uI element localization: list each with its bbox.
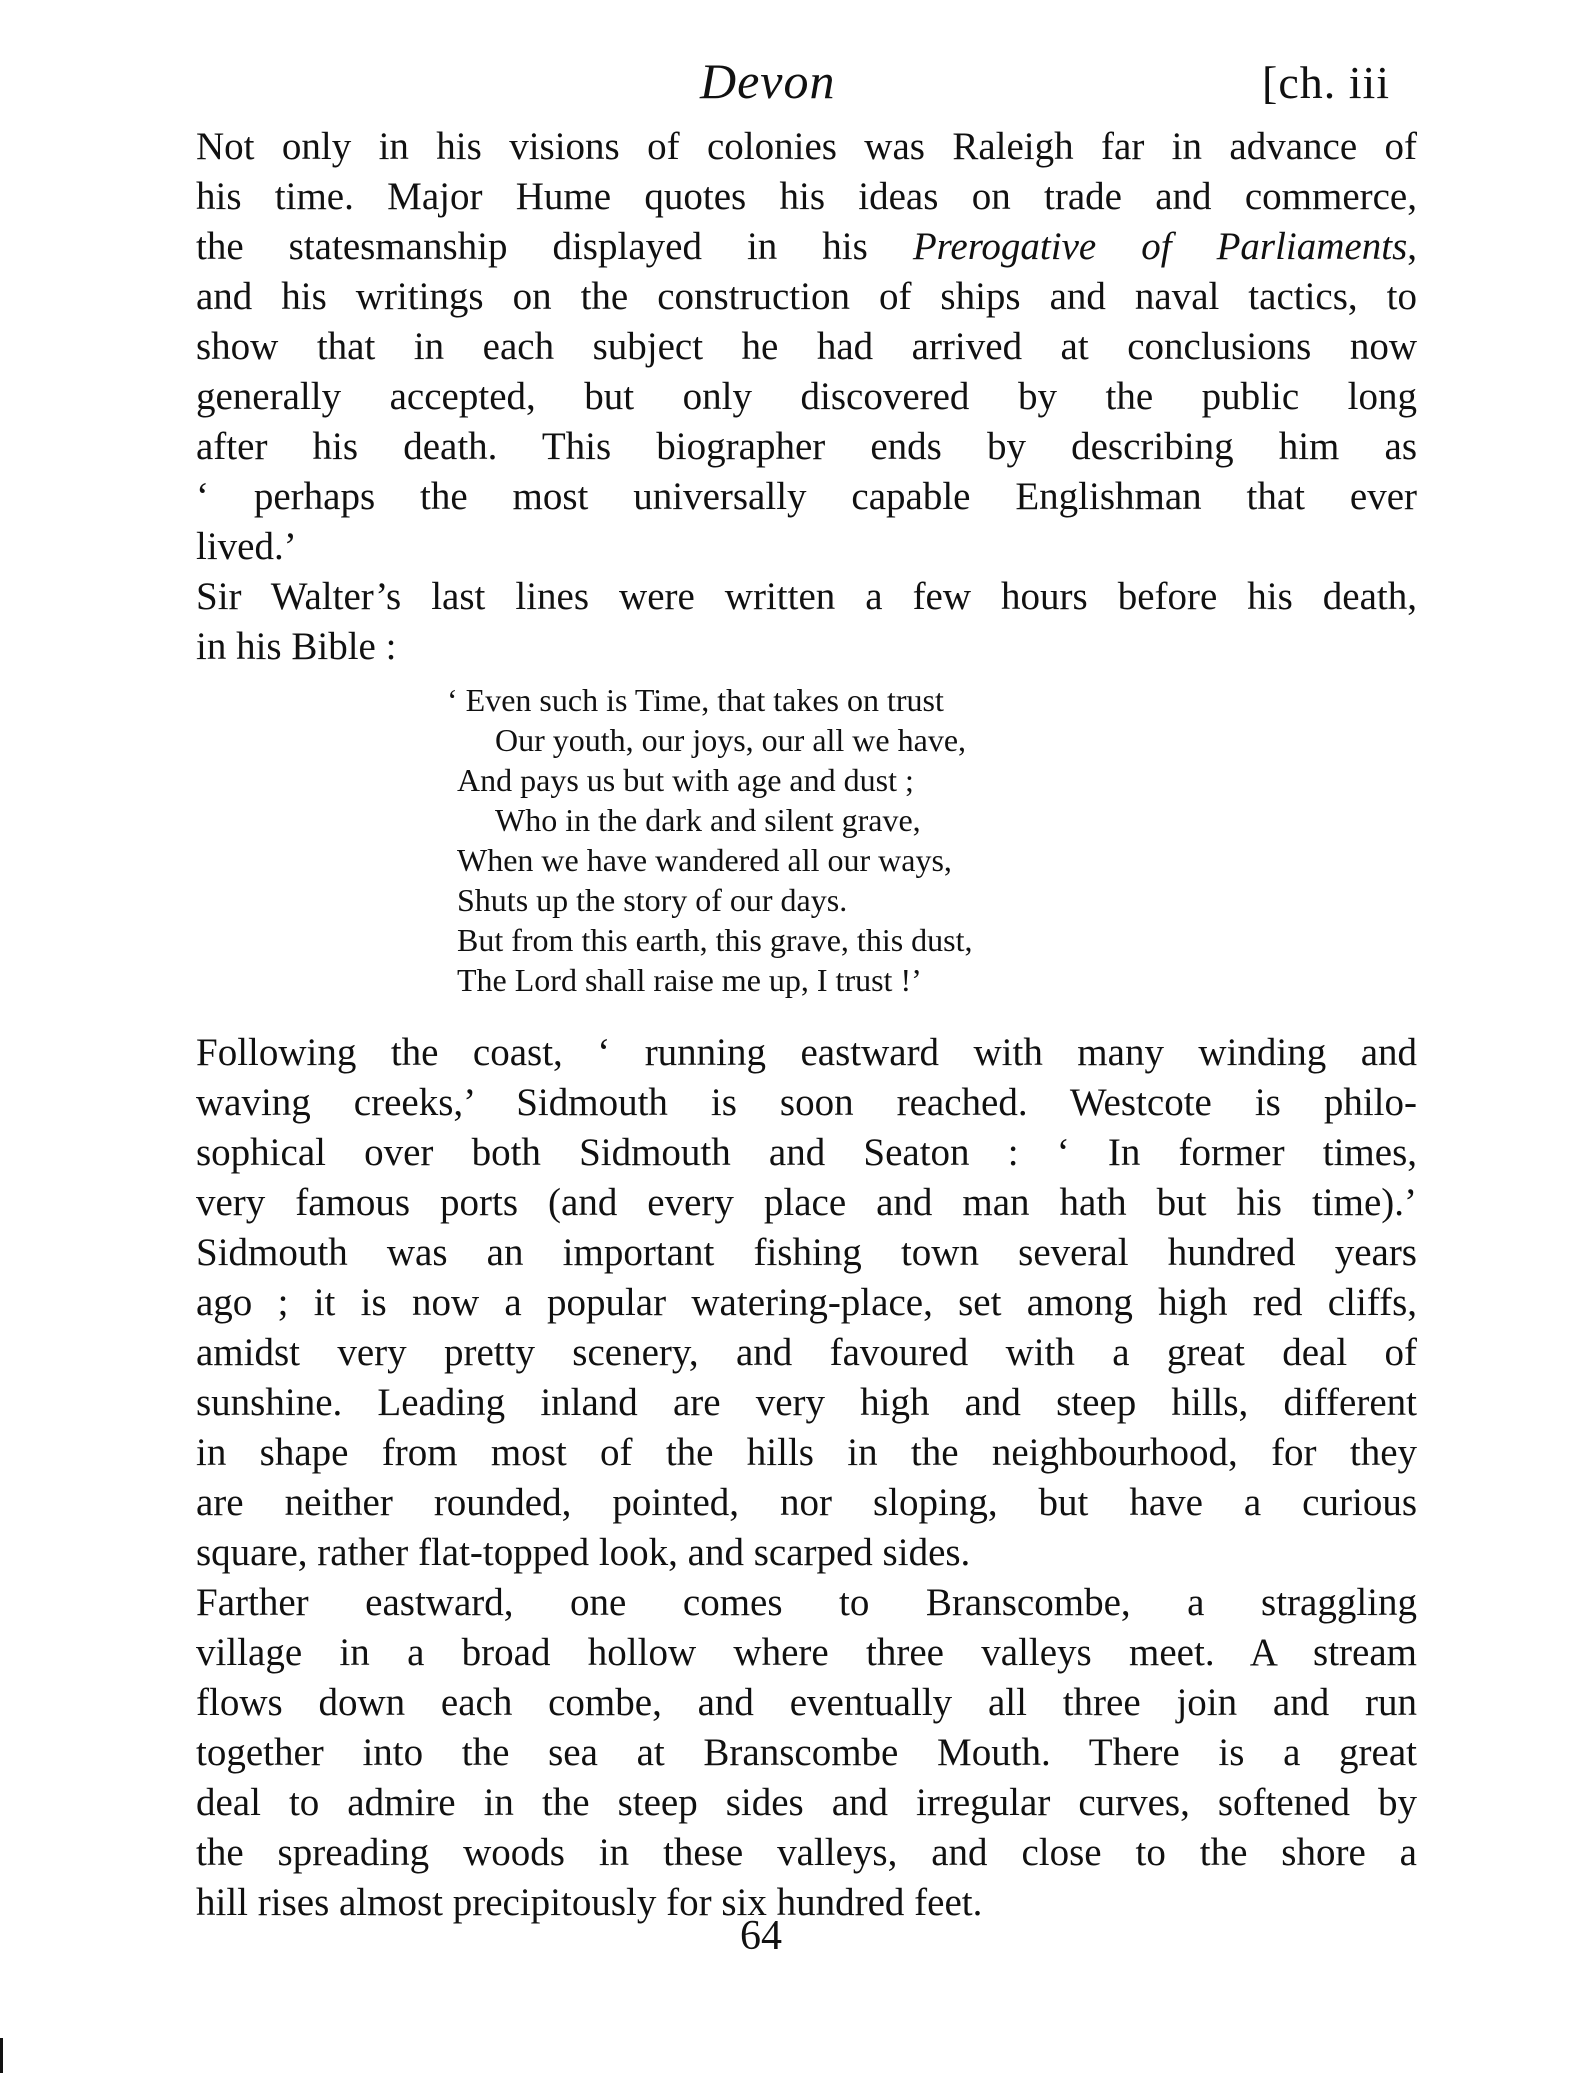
text-line — [152, 222, 1417, 272]
poem-line: ‘ Even such is Time, that takes on trust — [447, 682, 944, 718]
text-line: show that in each subject he had arrived at conclusions now — [196, 325, 1417, 368]
text-line: generally accepted, but only discovered by the public long — [196, 375, 1417, 418]
poem-line: Shuts up the story of our days. — [457, 882, 848, 918]
text-line: lived.’ — [196, 525, 297, 568]
text-line: Sidmouth was an important fishing town several hundred years — [196, 1231, 1417, 1274]
scan-edge-mark — [0, 2038, 3, 2073]
paragraph-sidmouth — [152, 1028, 1417, 1578]
poem-quotation — [152, 680, 1417, 1000]
text-line: are neither rounded, pointed, nor sloping, but have a curious — [196, 1481, 1417, 1524]
text-line: the spreading woods in these valleys, and close to the shore a — [196, 1831, 1417, 1874]
page-number: 64 — [740, 1913, 782, 1959]
text-line: very famous ports (and every place and man hath but his time).’ — [196, 1181, 1417, 1224]
text-line: after his death. This biographer ends by describing him as — [196, 425, 1417, 468]
chapter-marker: [ch. iii — [1262, 57, 1391, 108]
text-line: in shape from most of the hills in the neighbourhood, for they — [196, 1431, 1417, 1474]
text-line: sunshine. Leading inland are very high and steep hills, different — [196, 1381, 1417, 1424]
poem-line: Who in the dark and silent grave, — [495, 802, 921, 838]
text-line: ago ; it is now a popular watering-place, set among high red cliffs, — [196, 1281, 1417, 1324]
text-line: Farther eastward, one comes to Branscombe, a straggling — [196, 1581, 1417, 1624]
poem-line: Our youth, our joys, our all we have, — [495, 722, 967, 758]
poem-line: And pays us but with age and dust ; — [457, 762, 914, 798]
paragraph-last-lines — [152, 572, 1417, 672]
text-line: together into the sea at Branscombe Mouth. There is a great — [196, 1731, 1417, 1774]
poem-line: But from this earth, this grave, this dust, — [457, 922, 973, 958]
text-line: Following the coast, ‘ running eastward with many winding and — [196, 1031, 1417, 1074]
text-line: his time. Major Hume quotes his ideas on trade and commerce, — [196, 175, 1417, 218]
text-line: in his Bible : — [196, 625, 397, 668]
text-line-fragment: the statesmanship displayed in his Prerogative of Parliaments, — [196, 225, 1417, 268]
text-line: square, rather flat-topped look, and scarped sides. — [196, 1531, 971, 1574]
poem-line: The Lord shall raise me up, I trust !’ — [457, 962, 922, 998]
paragraph-raleigh-visions — [152, 122, 1417, 572]
text-line: village in a broad hollow where three valleys meet. A stream — [196, 1631, 1417, 1674]
running-head — [0, 52, 1575, 122]
poem-line: When we have wandered all our ways, — [457, 842, 952, 878]
text-line: sophical over both Sidmouth and Seaton : ‘ In former times, — [196, 1131, 1417, 1174]
text-line: Not only in his visions of colonies was Raleigh far in advance of — [196, 125, 1417, 168]
text-line: ‘ perhaps the most universally capable Englishman that ever — [196, 475, 1417, 518]
paragraph-branscombe — [152, 1578, 1417, 1928]
text-line: deal to admire in the steep sides and irregular curves, softened by — [196, 1781, 1417, 1824]
text-line: amidst very pretty scenery, and favoured with a great deal of — [196, 1331, 1417, 1374]
text-line: waving creeks,’ Sidmouth is soon reached. Westcote is philo- — [196, 1081, 1417, 1124]
book-title-italic: Prerogative of Parliaments — [912, 225, 1408, 268]
running-title: Devon — [700, 53, 836, 109]
text-line: hill rises almost precipitously for six hundred feet. — [196, 1881, 983, 1924]
text-line: flows down each combe, and eventually all three join and run — [196, 1681, 1417, 1724]
body-text — [152, 122, 1417, 1928]
text-line: and his writings on the construction of ships and naval tactics, to — [196, 275, 1417, 318]
text-line: Sir Walter’s last lines were written a few hours before his death, — [196, 575, 1417, 618]
